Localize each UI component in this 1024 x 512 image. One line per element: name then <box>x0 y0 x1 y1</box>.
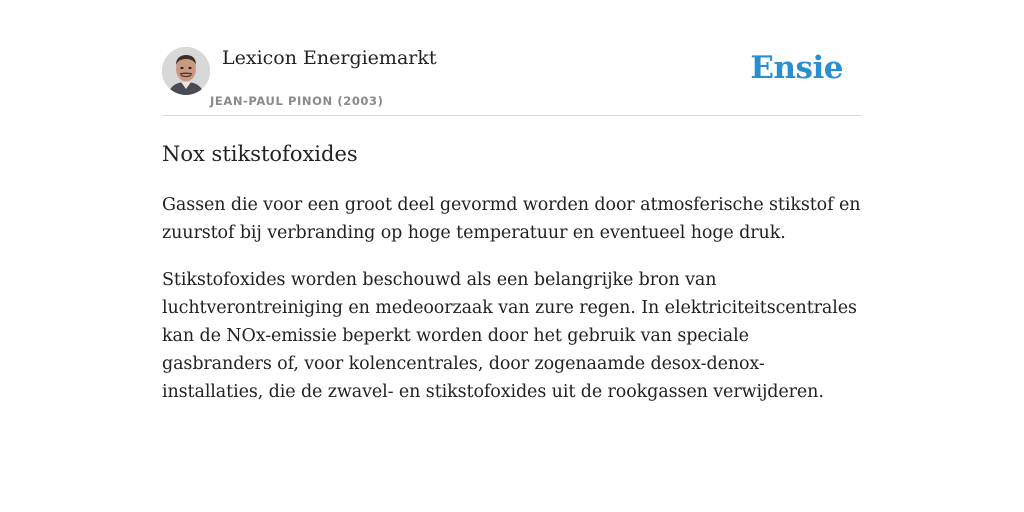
entry-paragraph: Gassen die voor een groot deel gevormd worden door atmosferische stikstof en zuurstof bij verbranding op hoge temperatuur en eventueel hoge druk. <box>162 195 861 243</box>
author-avatar-icon[interactable] <box>162 47 210 95</box>
entry-paragraph: Stikstofoxides worden beschouwd als een belangrijke bron van luchtverontreiniging en medeoorzaak van zure regen. In elektriciteitscentrales kan de NOx-emissie beperkt worden door het gebruik van speciale gasbranders of, voor kolencentrales, door zogenaamde desox-denox-installaties, die de zwavel- en stikstofoxides uit de rookgassen verwijderen. <box>162 270 857 402</box>
author-name[interactable]: JEAN-PAUL PINON (2003) <box>210 94 384 108</box>
entry-card <box>162 44 862 406</box>
entry-title: Nox stikstofoxides <box>162 142 358 166</box>
book-title[interactable]: Lexicon Energiemarkt <box>222 47 437 69</box>
entry-header <box>162 44 862 116</box>
ensie-logo[interactable]: Ensie <box>750 50 843 86</box>
